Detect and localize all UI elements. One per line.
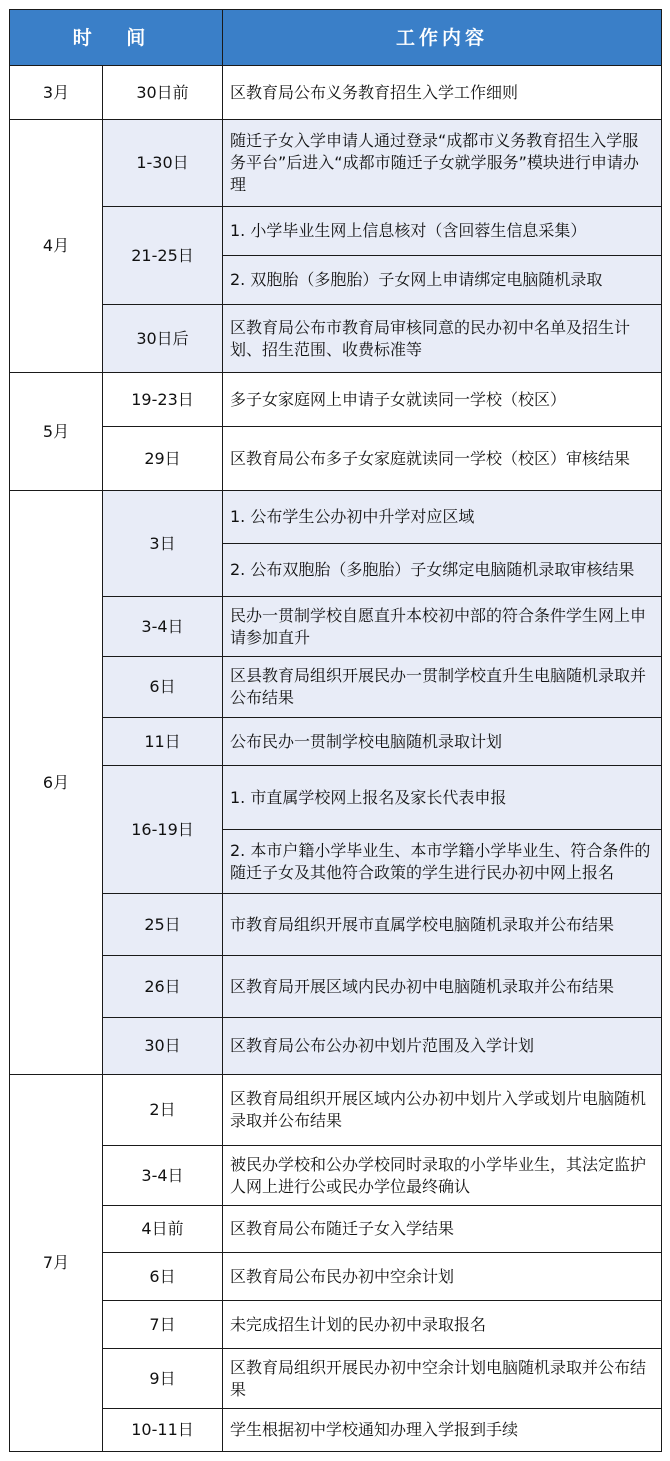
table-row	[10, 1206, 662, 1253]
content-cell: 随迁子女入学申请人通过登录“成都市义务教育招生入学服务平台”后进入“成都市随迁子女就学服务”模块进行申请办理	[223, 120, 662, 207]
date-cell: 25日	[103, 894, 223, 956]
table-row	[10, 956, 662, 1018]
date-cell: 16-19日	[103, 766, 223, 894]
table-row	[10, 207, 662, 256]
content-cell: 区教育局公布义务教育招生入学工作细则	[223, 66, 662, 120]
content-cell: 2. 双胞胎（多胞胎）子女网上申请绑定电脑随机录取	[223, 256, 662, 305]
table-row	[10, 766, 662, 830]
date-cell: 3-4日	[103, 1146, 223, 1206]
content-cell: 学生根据初中学校通知办理入学报到手续	[223, 1409, 662, 1452]
date-cell: 4日前	[103, 1206, 223, 1253]
date-cell: 10-11日	[103, 1409, 223, 1452]
content-cell: 区教育局公布多子女家庭就读同一学校（校区）审核结果	[223, 427, 662, 491]
table-row	[10, 1409, 662, 1452]
month-cell: 5月	[10, 373, 103, 491]
table-row	[10, 1349, 662, 1409]
content-cell: 区教育局公布随迁子女入学结果	[223, 1206, 662, 1253]
table-row	[10, 373, 662, 427]
content-cell: 区教育局公布民办初中空余计划	[223, 1253, 662, 1301]
date-cell: 2日	[103, 1075, 223, 1146]
content-cell: 多子女家庭网上申请子女就读同一学校（校区）	[223, 373, 662, 427]
table-row	[10, 597, 662, 657]
content-cell: 区教育局开展区域内民办初中电脑随机录取并公布结果	[223, 956, 662, 1018]
table-row	[10, 305, 662, 373]
content-cell: 区教育局组织开展区域内公办初中划片入学或划片电脑随机录取并公布结果	[223, 1075, 662, 1146]
table-row	[10, 894, 662, 956]
content-cell: 1. 小学毕业生网上信息核对（含回蓉生信息采集）	[223, 207, 662, 256]
date-cell: 1-30日	[103, 120, 223, 207]
month-cell: 7月	[10, 1075, 103, 1452]
header-time: 时 间	[10, 10, 223, 66]
date-cell: 30日后	[103, 305, 223, 373]
content-cell: 市教育局组织开展市直属学校电脑随机录取并公布结果	[223, 894, 662, 956]
date-cell: 30日	[103, 1018, 223, 1075]
table-row	[10, 66, 662, 120]
table-row	[10, 1253, 662, 1301]
date-cell: 9日	[103, 1349, 223, 1409]
date-cell: 26日	[103, 956, 223, 1018]
date-cell: 3日	[103, 491, 223, 597]
content-cell: 2. 公布双胞胎（多胞胎）子女绑定电脑随机录取审核结果	[223, 544, 662, 597]
table-row	[10, 1301, 662, 1349]
date-cell: 21-25日	[103, 207, 223, 305]
content-cell: 2. 本市户籍小学毕业生、本市学籍小学毕业生、符合条件的随迁子女及其他符合政策的学生进行民办初中网上报名	[223, 830, 662, 894]
content-cell: 区教育局组织开展民办初中空余计划电脑随机录取并公布结果	[223, 1349, 662, 1409]
content-cell: 区教育局公布公办初中划片范围及入学计划	[223, 1018, 662, 1075]
content-cell: 区教育局公布市教育局审核同意的民办初中名单及招生计划、招生范围、收费标准等	[223, 305, 662, 373]
date-cell: 11日	[103, 718, 223, 766]
content-cell: 1. 市直属学校网上报名及家长代表申报	[223, 766, 662, 830]
date-cell: 19-23日	[103, 373, 223, 427]
table-row	[10, 491, 662, 544]
header-row	[10, 10, 662, 66]
table-row	[10, 120, 662, 207]
date-cell: 3-4日	[103, 597, 223, 657]
schedule-table	[9, 9, 662, 1452]
table-row	[10, 718, 662, 766]
table-row	[10, 1075, 662, 1146]
month-cell: 6月	[10, 491, 103, 1075]
content-cell: 公布民办一贯制学校电脑随机录取计划	[223, 718, 662, 766]
table-row	[10, 1146, 662, 1206]
table-row	[10, 1018, 662, 1075]
header-content: 工作内容	[223, 10, 662, 66]
content-cell: 1. 公布学生公办初中升学对应区域	[223, 491, 662, 544]
content-cell: 未完成招生计划的民办初中录取报名	[223, 1301, 662, 1349]
date-cell: 30日前	[103, 66, 223, 120]
date-cell: 6日	[103, 1253, 223, 1301]
month-cell: 3月	[10, 66, 103, 120]
month-cell: 4月	[10, 120, 103, 373]
table-row	[10, 427, 662, 491]
date-cell: 7日	[103, 1301, 223, 1349]
content-cell: 被民办学校和公办学校同时录取的小学毕业生，其法定监护人网上进行公或民办学位最终确认	[223, 1146, 662, 1206]
table-row	[10, 657, 662, 718]
content-cell: 区县教育局组织开展民办一贯制学校直升生电脑随机录取并公布结果	[223, 657, 662, 718]
content-cell: 民办一贯制学校自愿直升本校初中部的符合条件学生网上申请参加直升	[223, 597, 662, 657]
date-cell: 6日	[103, 657, 223, 718]
date-cell: 29日	[103, 427, 223, 491]
